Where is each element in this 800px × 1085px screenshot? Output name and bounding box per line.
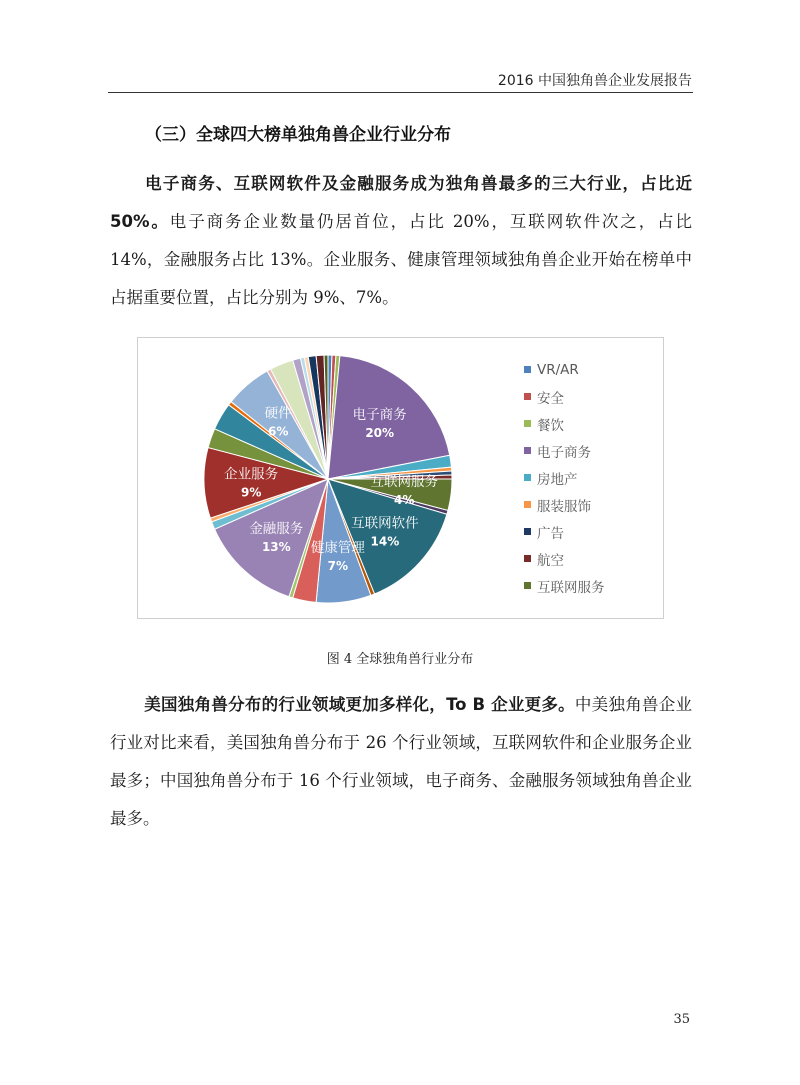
- paragraph-2-bold: 美国独角兽分布的行业领域更加多样化，To B 企业更多。: [144, 695, 575, 714]
- pie-chart-figure: [137, 337, 664, 619]
- legend-item: [524, 464, 659, 491]
- paragraph-1: [110, 165, 692, 317]
- legend-item: [524, 572, 659, 599]
- pie-slice-name: 健康管理: [310, 540, 365, 557]
- legend-label: 房地产: [537, 471, 578, 488]
- header-title: 2016 中国独角兽企业发展报告: [497, 73, 692, 89]
- legend-swatch: [524, 420, 531, 427]
- legend-item: [524, 383, 659, 410]
- legend-label: 互联网服务: [537, 579, 605, 596]
- pie-slice-percent: 4%: [394, 492, 415, 507]
- pie-slice-percent: 6%: [267, 424, 289, 439]
- legend-swatch: [524, 582, 531, 589]
- pie-slice-percent: 20%: [365, 426, 395, 441]
- legend-label: 餐饮: [537, 417, 564, 434]
- legend-item: [524, 356, 659, 383]
- legend-swatch: [524, 474, 531, 481]
- pie-slice-name: 互联网软件: [351, 515, 419, 532]
- legend-swatch: [524, 501, 531, 508]
- legend-item: [524, 545, 659, 572]
- page-number: 35: [673, 1012, 690, 1027]
- pie-slice-percent: 14%: [370, 534, 400, 549]
- legend-item: [524, 491, 659, 518]
- pie-slice-name: 硬件: [264, 405, 292, 422]
- paragraph-1-text: 电子商务企业数量仍居首位，占比 20%，互联网软件次之，占比 14%，金融服务占比 13%。企业服务、健康管理领域独角兽企业开始在榜单中占据重要位置，占比分别为 9%、7%。: [110, 212, 692, 307]
- chart-legend: [524, 356, 659, 599]
- figure-caption: 图 4 全球独角兽行业分布: [326, 652, 474, 667]
- pie-slice-name: 电子商务: [352, 407, 407, 424]
- legend-label: 广告: [537, 525, 564, 542]
- legend-swatch: [524, 555, 531, 562]
- legend-label: VR/AR: [537, 361, 579, 378]
- legend-item: [524, 437, 659, 464]
- legend-label: 安全: [537, 390, 564, 407]
- legend-item: [524, 410, 659, 437]
- legend-swatch: [524, 366, 531, 373]
- legend-item: [524, 518, 659, 545]
- pie-slice-name: 金融服务: [249, 520, 304, 537]
- pie-slice-percent: 7%: [327, 559, 349, 574]
- pie-slice-percent: 13%: [261, 539, 291, 554]
- legend-label: 电子商务: [537, 444, 591, 461]
- legend-swatch: [524, 447, 531, 454]
- paragraph-2: [110, 686, 692, 838]
- legend-swatch: [524, 393, 531, 400]
- pie-slice-name: 互联网服务: [370, 473, 438, 490]
- pie-slice-name: 企业服务: [224, 466, 279, 483]
- legend-swatch: [524, 528, 531, 535]
- pie-slice-percent: 9%: [240, 485, 262, 500]
- paragraph-1-bold: 电子商务、互联网软件及金融服务成为独角兽最多的三大行业，占比近 50%。: [110, 174, 692, 231]
- header-rule: [108, 92, 693, 93]
- paragraph-2-text: 中美独角兽企业行业对比来看，美国独角兽分布于 26 个行业领域，互联网软件和企业服务企业最多；中国独角兽分布于 16 个行业领域，电子商务、金融服务领域独角兽企业最多。: [110, 695, 693, 828]
- legend-label: 航空: [537, 552, 564, 569]
- section-heading: （三）全球四大榜单独角兽企业行业分布: [145, 125, 451, 145]
- legend-label: 服装服饰: [537, 498, 591, 515]
